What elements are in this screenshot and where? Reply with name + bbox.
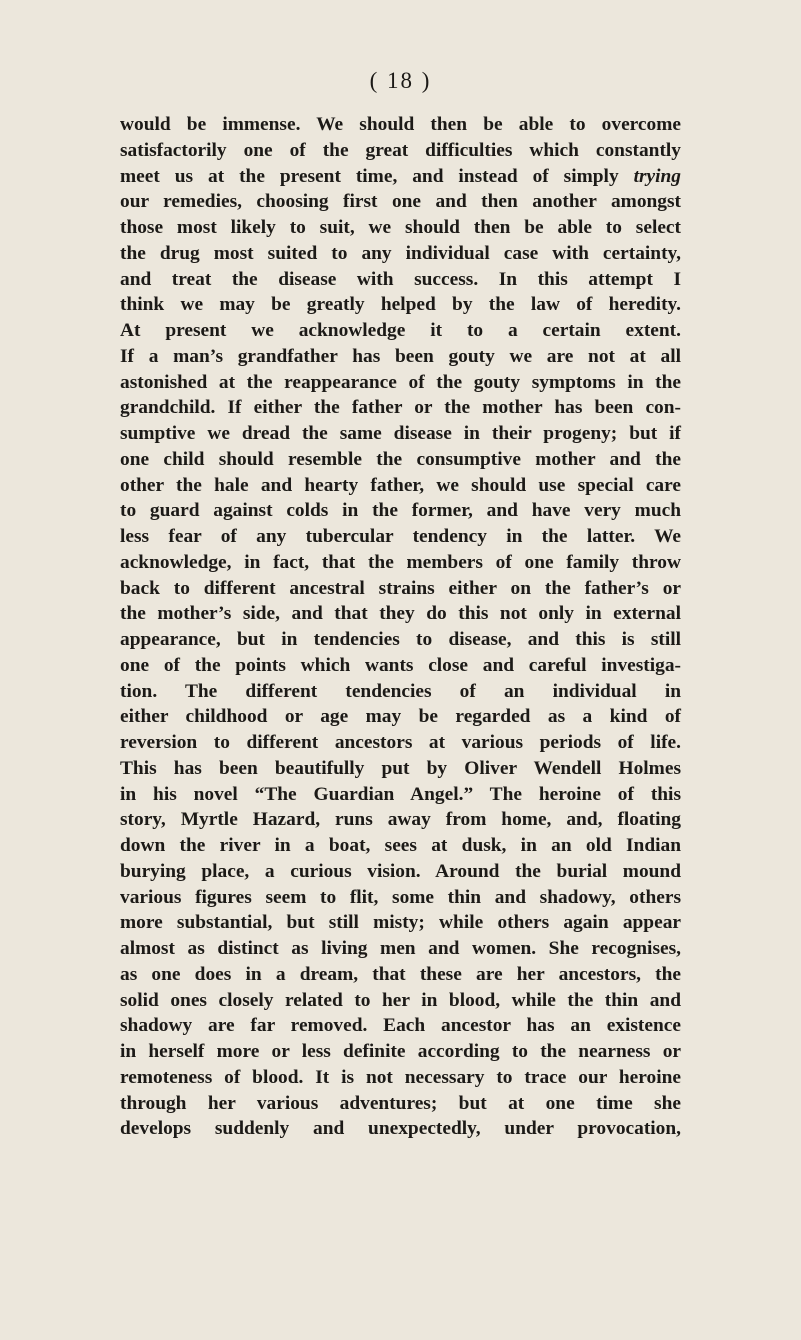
text-line: almost as distinct as living men and women. She recognises, xyxy=(120,938,681,959)
text-line: would be immense. We should then be able to overcome xyxy=(120,114,681,135)
text-line: the drug most suited to any individual case with certainty, xyxy=(120,242,681,264)
text-line: solid ones closely related to her in blood, while the thin and xyxy=(120,989,681,1011)
text-line: less fear of any tubercular tendency in the latter. We xyxy=(120,526,681,547)
text-line: appearance, but in tendencies to disease, and this is still xyxy=(120,629,681,650)
text-line: grandchild. If either the father or the mother has been con- xyxy=(120,397,681,419)
text-line: other the hale and hearty father, we should use special care xyxy=(120,474,681,496)
text-line: sumptive we dread the same disease in their progeny; but if xyxy=(120,423,681,444)
text-line: in his novel “The Guardian Angel.” The heroine of this xyxy=(120,783,681,805)
text-line: down the river in a boat, sees at dusk, in an old Indian xyxy=(120,835,681,856)
body-text xyxy=(120,112,681,1142)
text-line: satisfactorily one of the great difficulties which constantly xyxy=(120,139,681,161)
text-line: either childhood or age may be regarded as a kind of xyxy=(120,706,681,728)
text-line: If a man’s grandfather has been gouty we are not at all xyxy=(120,345,681,367)
text-line: the mother’s side, and that they do this not only in external xyxy=(120,603,681,625)
text-line: more substantial, but still misty; while others again appear xyxy=(120,912,681,934)
text-line: those most likely to suit, we should then be able to select xyxy=(120,217,681,238)
text-line: reversion to different ancestors at various periods of life. xyxy=(120,732,681,753)
text-line: shadowy are far removed. Each ancestor has an existence xyxy=(120,1015,681,1037)
text-line: our remedies, choosing first one and then another amongst xyxy=(120,191,681,213)
text-line: through her various adventures; but at one time she xyxy=(120,1092,681,1114)
text-line: story, Myrtle Hazard, runs away from home, and, floating xyxy=(120,809,681,831)
text-line: burying place, a curious vision. Around the burial mound xyxy=(120,860,681,882)
text-line: acknowledge, in fact, that the members of one family throw xyxy=(120,551,681,573)
text-line: and treat the disease with success. In this attempt I xyxy=(120,268,681,290)
text-line: one of the points which wants close and careful investiga- xyxy=(120,654,681,676)
text-line: to guard against colds in the former, and have very much xyxy=(120,500,681,522)
page-number: ( 18 ) xyxy=(369,68,432,93)
text-line: remoteness of blood. It is not necessary to trace our heroine xyxy=(120,1066,681,1088)
text-line: tion. The different tendencies of an individual in xyxy=(120,680,681,702)
text-line: At present we acknowledge it to a certain extent. xyxy=(120,320,681,341)
text-line: one child should resemble the consumptive mother and the xyxy=(120,448,681,470)
text-line: in herself more or less definite according to the nearness or xyxy=(120,1041,681,1062)
emphasized-word: trying xyxy=(633,165,681,187)
text-line: think we may be greatly helped by the law of heredity. xyxy=(120,294,681,316)
text-line-with-emphasis xyxy=(120,164,681,190)
text-line-prefix: meet us at the present time, and instead of simply xyxy=(120,165,619,187)
text-line: as one does in a dream, that these are her ancestors, the xyxy=(120,963,681,985)
text-line: This has been beautifully put by Oliver Wendell Holmes xyxy=(120,757,681,779)
text-line: astonished at the reappearance of the gouty symptoms in the xyxy=(120,371,681,393)
text-line: back to different ancestral strains either on the father’s or xyxy=(120,577,681,599)
text-line: develops suddenly and unexpectedly, under provocation, xyxy=(120,1118,681,1140)
text-line: various figures seem to flit, some thin and shadowy, others xyxy=(120,886,681,908)
